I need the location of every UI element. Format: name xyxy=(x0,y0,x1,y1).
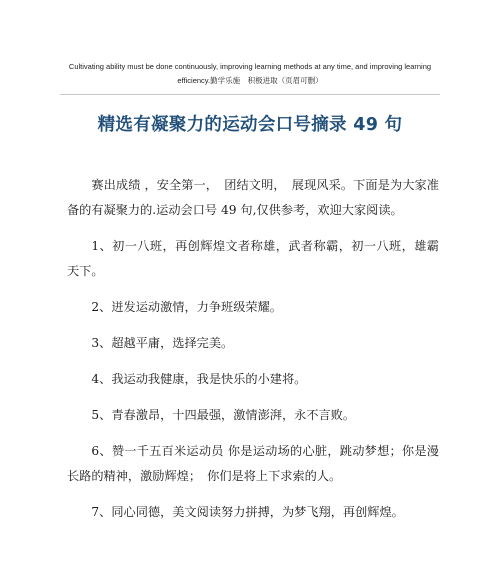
slogan-item-7: 7、同心同德，美文阅读努力拼搏，为梦飞翔，再创辉煌。 xyxy=(91,505,404,519)
intro-paragraph: 赛出成绩 ，安全第一， 团结文明， 展现风采。下面是为大家准备的有凝聚力的.运动会口号 49 句,仅供参考，欢迎大家阅读。 xyxy=(67,178,439,217)
header-divider xyxy=(60,94,440,95)
slogan-item-5: 5、青春激昂，十四最强，激情澎湃，永不言败。 xyxy=(91,408,356,422)
page-header xyxy=(60,60,440,88)
slogan-item-1: 1、初一八班，再创辉煌文者称雄，武者称霸，初一八班，雄霸天下。 xyxy=(67,239,439,278)
header-line-1: Cultivating ability must be done continuously, improving learning methods at any time, and improving learning xyxy=(68,62,432,71)
slogan-item-6: 6、赞一千五百米运动员 你是运动场的心脏，跳动梦想；你是漫长路的精神，激励辉煌； 你们是将上下求索的人。 xyxy=(67,444,439,483)
slogan-item-3: 3、超越平庸，选择完美。 xyxy=(91,336,234,350)
document-title: 精选有凝聚力的运动会口号摘录 49 句 xyxy=(97,115,403,135)
document-body xyxy=(67,173,439,536)
slogan-item-4: 4、我运动我健康，我是快乐的小建将。 xyxy=(91,372,307,386)
header-line-2: efficiency.勤学乐施 积极进取（页眉可删） xyxy=(177,76,323,85)
slogan-item-2: 2、迸发运动激情，力争班级荣耀。 xyxy=(91,300,282,314)
